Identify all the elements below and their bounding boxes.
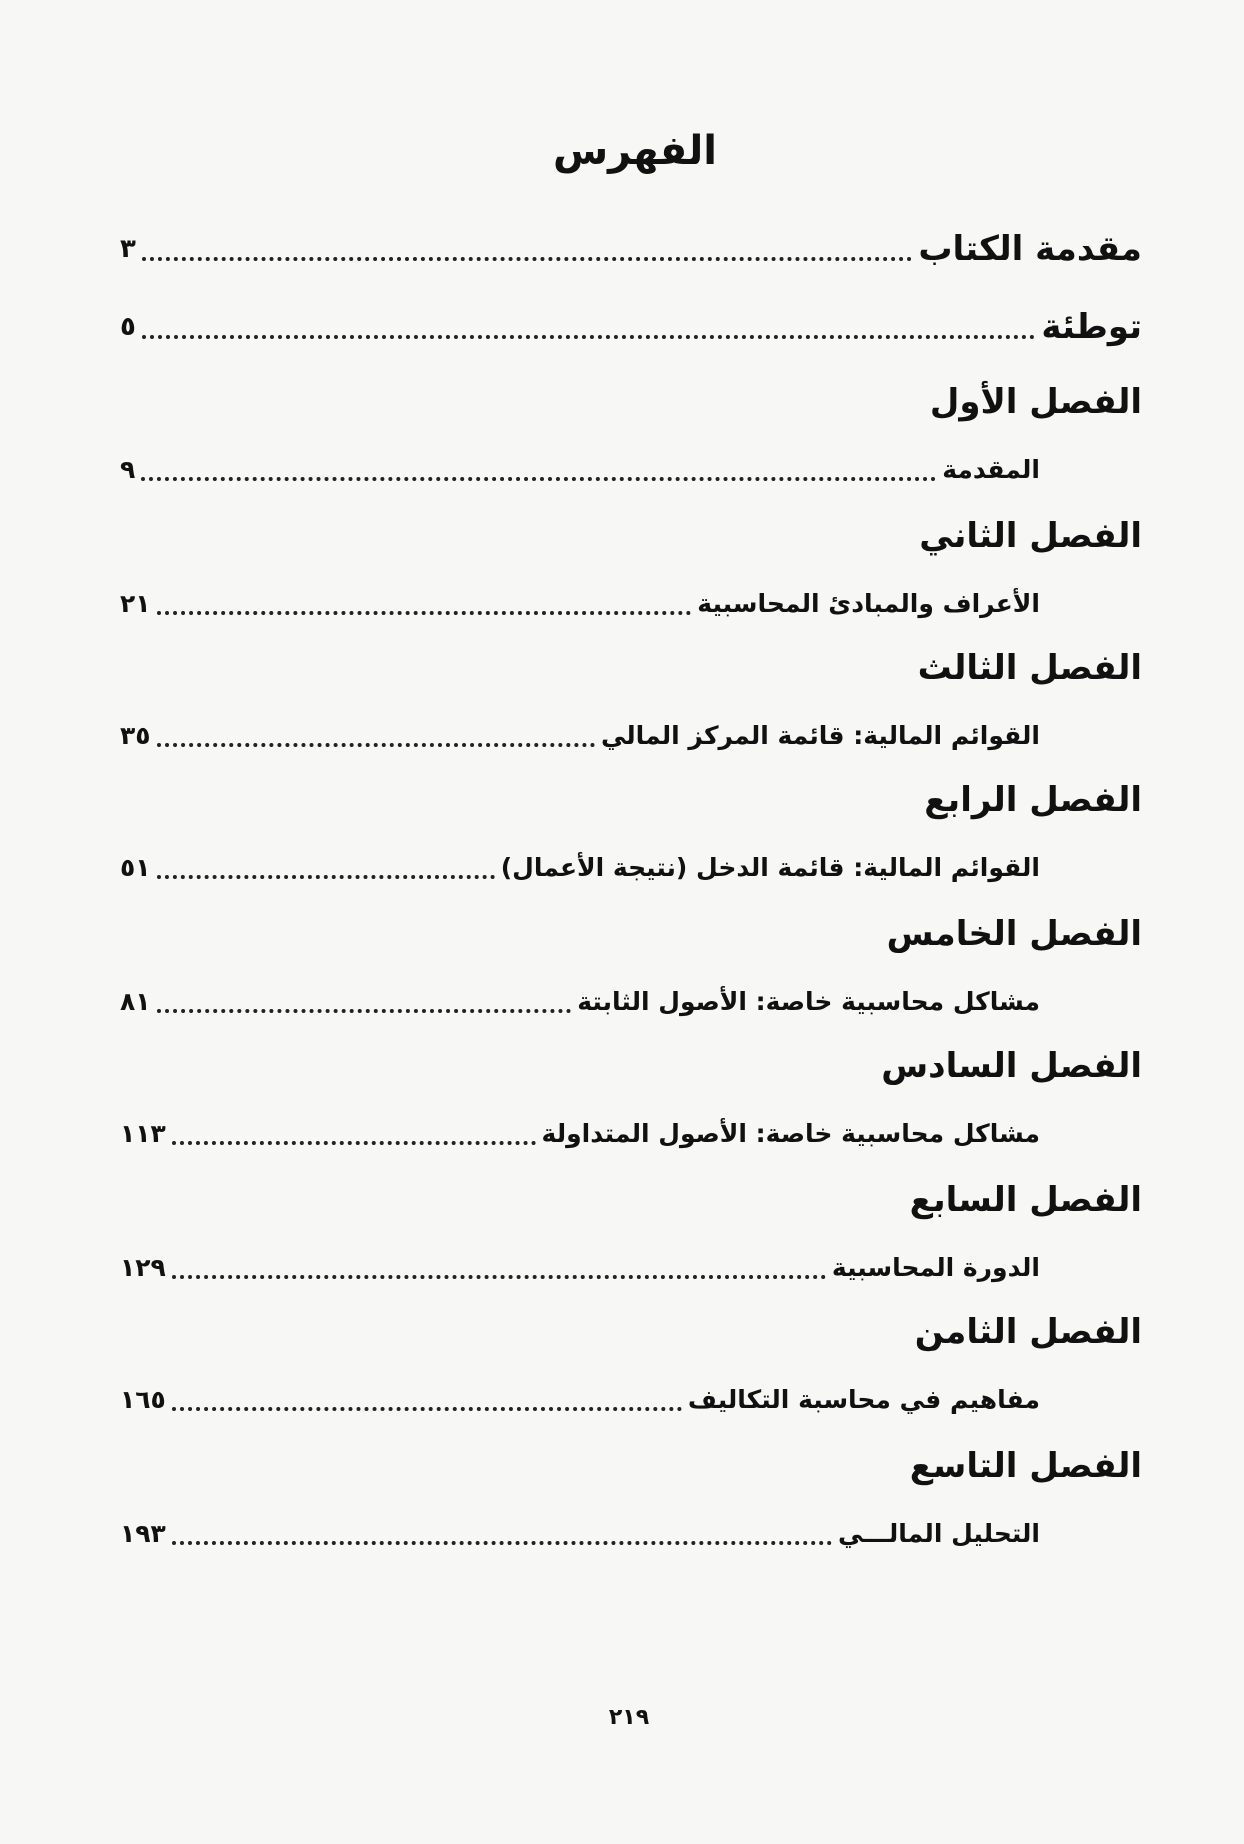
dot-leader [142,257,912,261]
chapter-heading: الفصل الثامن [914,1312,1142,1352]
entry-label: توطئة [1041,307,1142,347]
toc-entry [120,578,1040,628]
toc-entry [120,444,1040,494]
toc-entry [120,1108,1040,1158]
toc-entry [120,976,1040,1026]
chapter-heading: الفصل الأول [929,382,1142,422]
entry-label: القوائم المالية: قائمة المركز المالي [600,720,1040,750]
dot-leader [172,1541,832,1545]
toc-entry [120,1508,1040,1558]
entry-label: مقدمة الكتاب [918,229,1142,269]
dot-leader [157,1009,572,1013]
chapter-heading: الفصل السابع [909,1180,1142,1220]
chapter-heading: الفصل الثاني [919,516,1142,556]
entry-page: ٥ [120,312,136,342]
chapter-heading: الفصل الرابع [924,780,1142,820]
dot-leader [172,1141,536,1145]
toc-entry-intro [120,224,1142,274]
entry-label: القوائم المالية: قائمة الدخل (نتيجة الأعمال) [500,852,1040,882]
entry-label: مفاهيم في محاسبة التكاليف [687,1384,1040,1414]
entry-page: ٩ [120,454,136,484]
entry-label: الدورة المحاسبية [831,1252,1040,1282]
entry-page: ١٦٥ [120,1384,166,1414]
dot-leader [141,477,936,481]
entry-label: المقدمة [942,454,1040,484]
entry-page: ٣٥ [120,720,151,750]
dot-leader [157,875,495,879]
entry-page: ٨١ [120,986,151,1016]
entry-label: مشاكل محاسبية خاصة: الأصول الثابتة [577,986,1040,1016]
chapter-heading: الفصل الثالث [917,648,1142,688]
page-title: الفهرس [552,128,717,174]
toc-entry [120,842,1040,892]
chapter-heading: الفصل السادس [881,1046,1142,1086]
dot-leader [157,743,595,747]
entry-page: ٢١ [120,588,151,618]
toc-entry [120,1242,1040,1292]
toc-entry [120,1374,1040,1424]
dot-leader [172,1275,826,1279]
chapter-heading: الفصل التاسع [909,1446,1142,1486]
entry-page: ١٩٣ [120,1518,166,1548]
entry-page: ٣ [120,234,136,264]
dot-leader [157,611,692,615]
entry-page: ١٢٩ [120,1252,166,1282]
page-number: ٢١٩ [608,1705,650,1730]
entry-label: الأعراف والمبادئ المحاسبية [697,588,1040,618]
dot-leader [172,1407,682,1411]
toc-entry [120,710,1040,760]
entry-page: ١١٣ [120,1118,166,1148]
entry-label: التحليل المالـــي [837,1518,1040,1548]
entry-page: ٥١ [120,852,151,882]
dot-leader [142,335,1036,339]
toc-entry-preface [120,302,1142,352]
entry-label: مشاكل محاسبية خاصة: الأصول المتداولة [541,1118,1040,1148]
chapter-heading: الفصل الخامس [886,914,1142,954]
